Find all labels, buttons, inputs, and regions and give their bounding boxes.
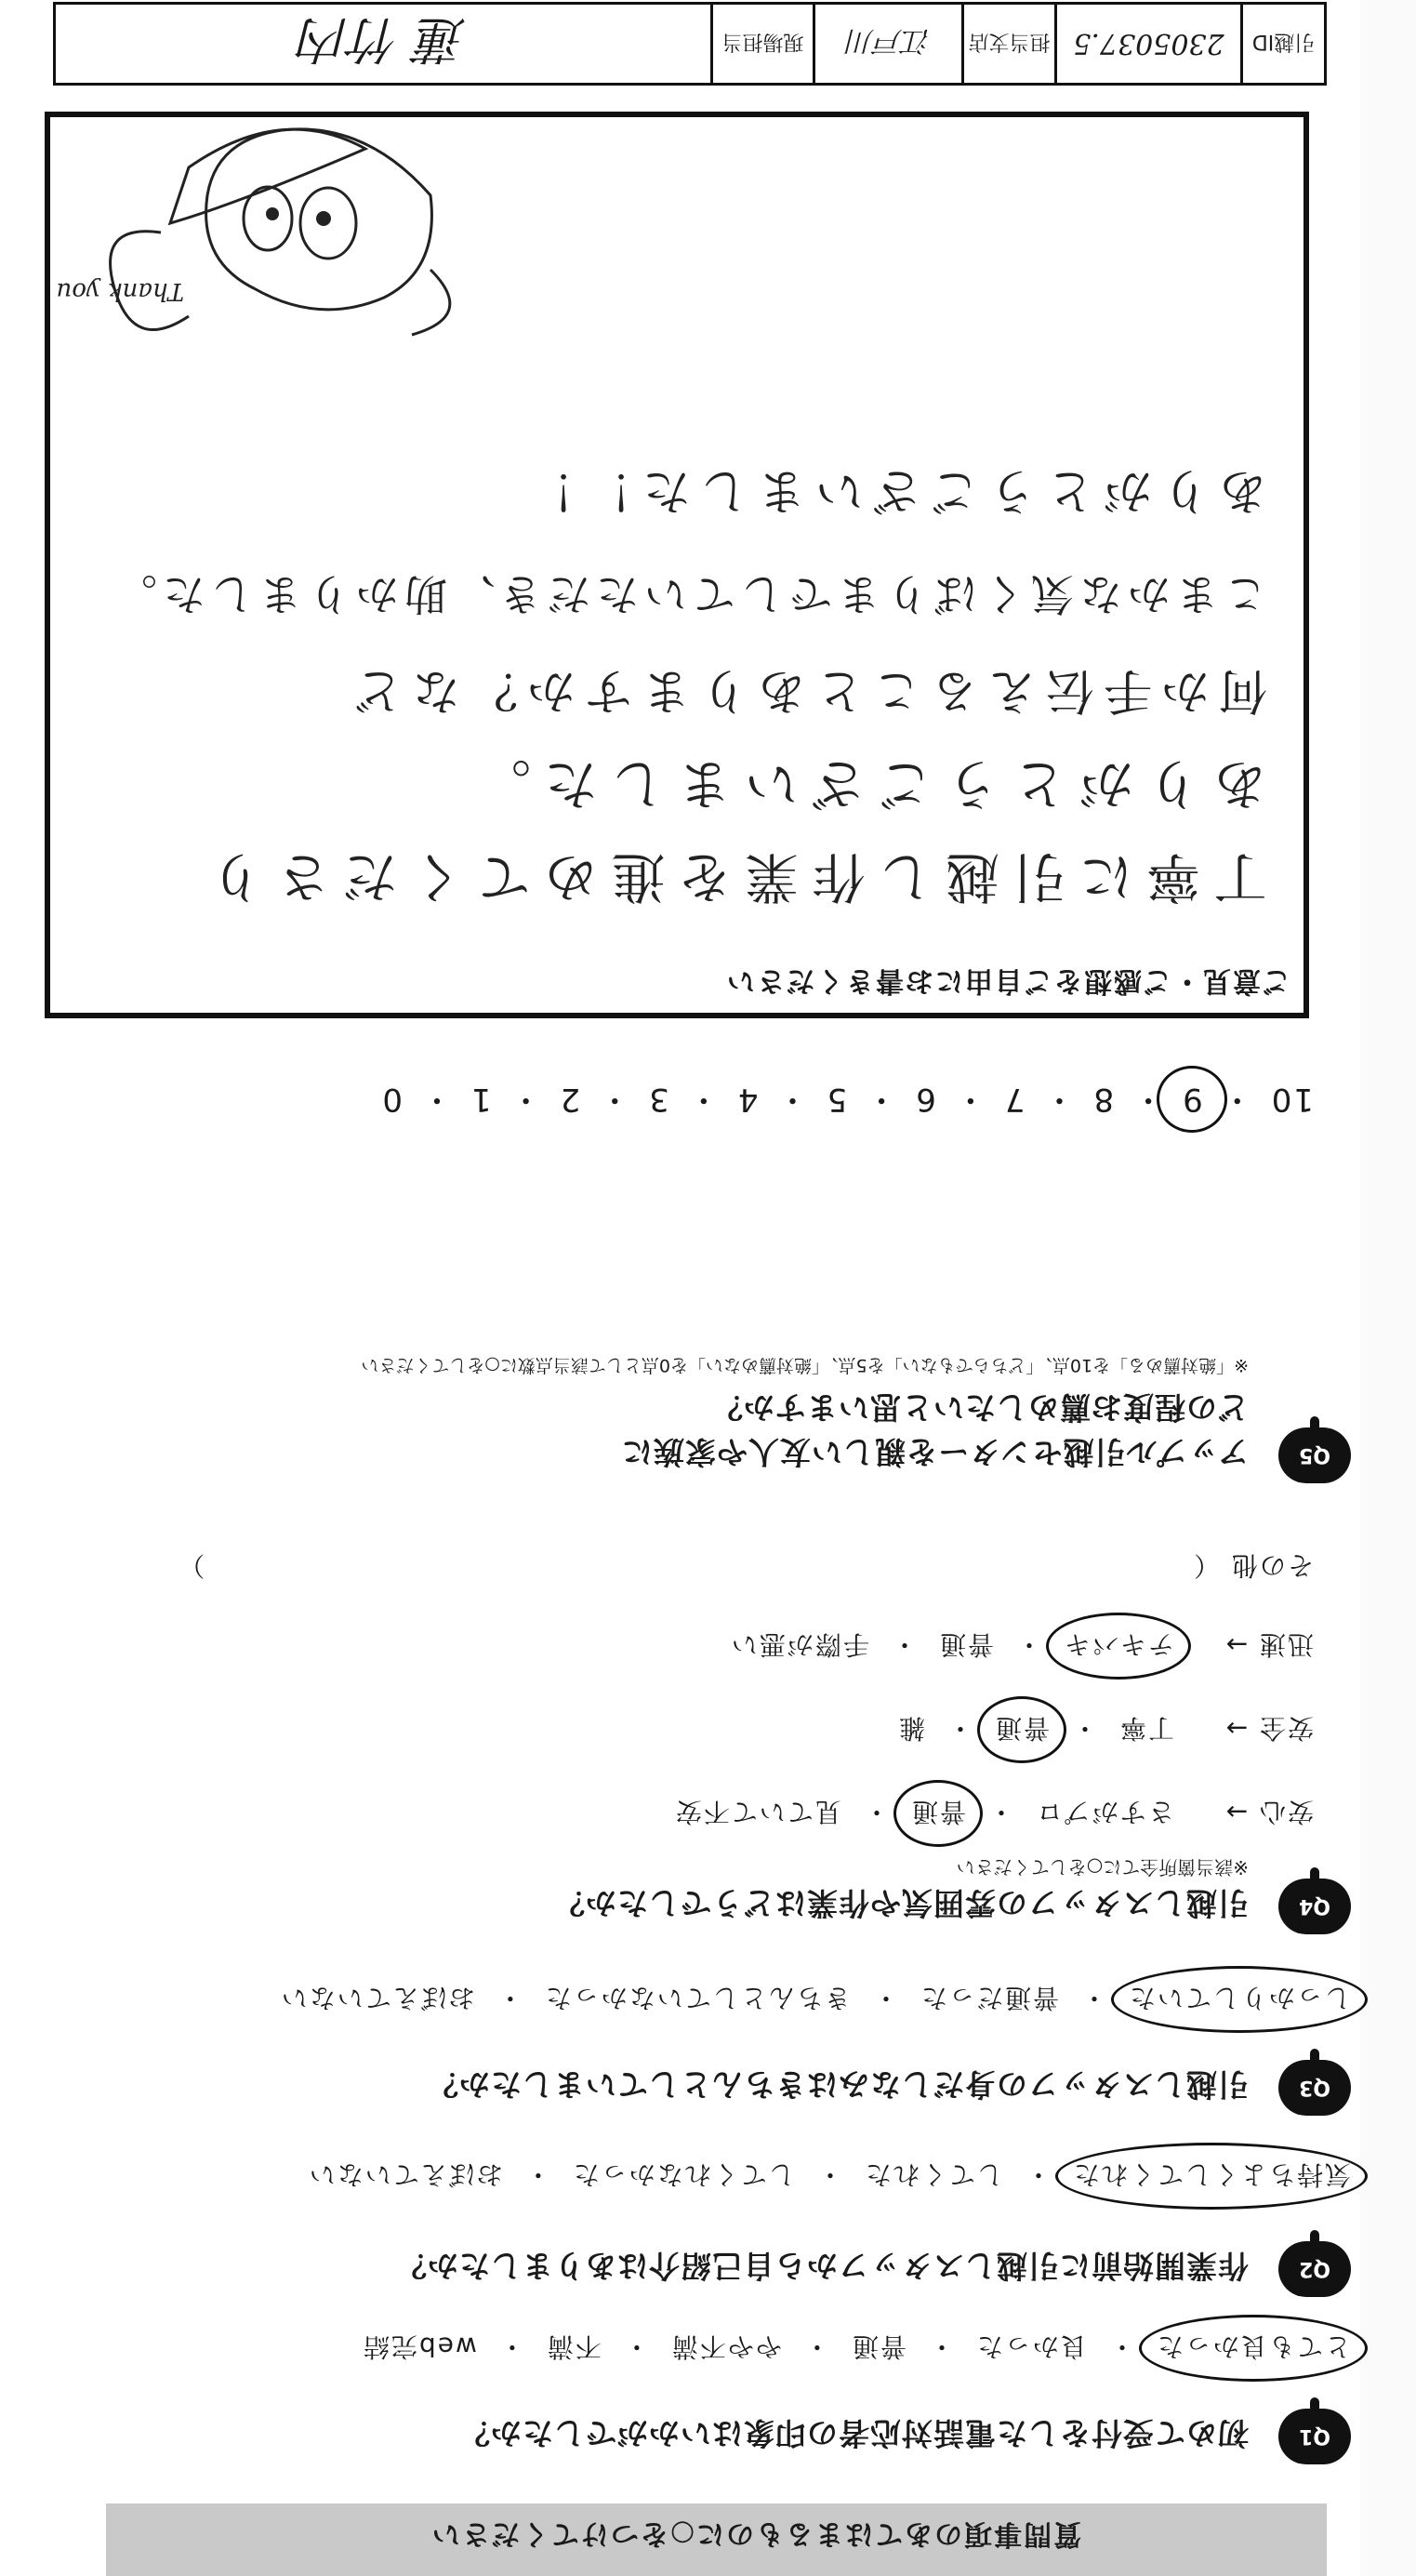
q4-row-label: 迅速 → <box>1224 1629 1314 1660</box>
q3-option-2[interactable]: 普通だった <box>919 1983 1059 2013</box>
scale-10[interactable]: 10 <box>1269 1081 1314 1118</box>
q3-option-3[interactable]: きちんとしていなかった <box>543 1983 851 2013</box>
selection-circle <box>1139 2315 1368 2382</box>
q1-text: 初めて受付をした電話対応者の印象はいかがでしたか？ <box>458 2415 1249 2451</box>
nose-outline <box>412 270 450 335</box>
scale-7[interactable]: 7 <box>1002 1081 1026 1118</box>
selection-circle <box>1055 2143 1368 2210</box>
q4-note: ※該当箇所全てに○をしてください <box>956 1856 1249 1879</box>
q5-text-line2: どの程度お薦めしたいと思いますか？ <box>711 1389 1249 1426</box>
q4-jinsoku-option-3[interactable]: 手際が悪い <box>729 1629 869 1660</box>
scale-3[interactable]: 3 <box>647 1081 669 1118</box>
q4-anzen-option-2[interactable]: 普通 <box>994 1711 1050 1748</box>
selection-circle <box>1111 1966 1368 2033</box>
q5-badge: Q5 <box>1278 1427 1351 1483</box>
feedback-line-4: こまかな気くばりまでしていただき、助かりました。 <box>108 569 1267 619</box>
scale-6[interactable]: 6 <box>914 1081 936 1118</box>
q1-option-4[interactable]: やや不満 <box>669 2331 782 2362</box>
q4-row-jinsoku: 迅速 → テキパキ・普通・手際が悪い <box>730 1627 1314 1665</box>
scale-9[interactable]: 9 <box>1181 1081 1203 1118</box>
scale-2[interactable]: 2 <box>558 1081 581 1118</box>
q1-badge: Q1 <box>1278 2409 1351 2464</box>
q4-row-label: 安心 → <box>1224 1797 1314 1827</box>
selection-circle <box>1157 1066 1227 1133</box>
q2-option-1[interactable]: 気持ちよくしてくれた <box>1072 2158 1351 2195</box>
q5-text-line1: アップル引越センターを親しい友人や家族に <box>620 1434 1249 1470</box>
q5-note: ※「絶対薦める」を10点、「どちらでもない」を5点、「絶対薦めない」を0点として該当点数に○をしてください <box>361 1355 1249 1375</box>
scale-8[interactable]: 8 <box>1092 1081 1115 1118</box>
q5-scale: 10・ 9・8・7・6・5・4・3・2・1・0 <box>380 1080 1314 1125</box>
q4-other-open: （ <box>1192 1550 1221 1581</box>
q4-anshin-option-1[interactable]: さすがプロ <box>1034 1797 1174 1827</box>
q2-option-3[interactable]: してくれなかった <box>571 2159 795 2190</box>
q1-option-6[interactable]: web完結 <box>361 2331 477 2362</box>
left-pupil <box>316 211 331 226</box>
q3-text: 引越しスタッフの身だしなみはきちんとしていましたか？ <box>427 2066 1249 2103</box>
q4-jinsoku-option-1[interactable]: テキパキ <box>1063 1627 1174 1665</box>
speech-text <box>57 277 184 305</box>
scale-0[interactable]: 0 <box>380 1081 403 1118</box>
q3-option-1[interactable]: しっかりしていた <box>1128 1981 1351 2018</box>
character-drawing <box>56 112 468 502</box>
q2-text: 作業開始前に引越しスタッフから自己紹介はありましたか？ <box>395 2248 1249 2284</box>
leader-label: 現場担当 <box>710 5 813 83</box>
feedback-line-2: ありがとうございました。 <box>463 752 1267 816</box>
q1-option-3[interactable]: 普通 <box>850 2331 907 2362</box>
q2-options: 気持ちよくしてくれた・してくれた・してくれなかった・おぼえていない <box>308 2158 1351 2195</box>
scale-1[interactable]: 1 <box>469 1081 492 1118</box>
scan-edge <box>1360 0 1416 2576</box>
q1-option-1[interactable]: とても良かった <box>1156 2330 1351 2367</box>
selection-circle <box>893 1780 983 1847</box>
feedback-line-1: 丁寧に引越し作業を進めてくださり <box>195 845 1267 909</box>
staff-header-table <box>53 2 1327 86</box>
q4-row-anzen: 安全 →丁寧・ 普通・雑 <box>897 1711 1314 1748</box>
right-pupil <box>266 207 279 220</box>
q2-option-4[interactable]: おぼえていない <box>307 2159 503 2190</box>
q3-options: しっかりしていた・普通だった・きちんとしていなかった・おぼえていない <box>280 1981 1351 2018</box>
q1-option-2[interactable]: 良かった <box>974 2331 1087 2362</box>
q4-row-anshin: 安心 →さすがプロ・ 普通・見ていて不安 <box>674 1795 1314 1832</box>
scale-5[interactable]: 5 <box>825 1081 848 1118</box>
q4-badge: Q4 <box>1278 1879 1351 1934</box>
q2-option-2[interactable]: してくれた <box>863 2159 1003 2190</box>
branch-label: 担当支店 <box>961 5 1054 83</box>
selection-circle <box>1046 1613 1191 1680</box>
feedback-label: ご意見・ご感想をご自由にお書きください <box>725 964 1290 997</box>
id-value: 2305037.5 <box>1054 5 1240 83</box>
q4-other-label: その他 <box>1229 1550 1314 1581</box>
q4-jinsoku-option-2[interactable]: 普通 <box>937 1629 994 1660</box>
q1-options: とても良かった・良かった・普通・やや不満・不満・web完結 <box>362 2330 1351 2367</box>
q3-badge: Q3 <box>1278 2060 1351 2116</box>
q4-row-label: 安全 → <box>1224 1713 1314 1744</box>
q4-other <box>177 1548 1314 1586</box>
q1-option-5[interactable]: 不満 <box>545 2331 602 2362</box>
q4-text: 引越しスタッフの雰囲気や作業はどうでしたか？ <box>553 1885 1249 1921</box>
cap <box>170 129 365 223</box>
q2-badge: Q2 <box>1278 2241 1351 2297</box>
selection-circle <box>977 1696 1066 1763</box>
instruction-text: 質問事項のあてはまるものに○をつけてください <box>430 2517 1082 2550</box>
feedback-line-3: 何か手伝えることありますか？など <box>344 662 1267 718</box>
q4-anshin-option-3[interactable]: 見ていて不安 <box>673 1797 841 1827</box>
q4-other-close: ） <box>177 1550 205 1581</box>
q4-anzen-option-1[interactable]: 丁寧 <box>1118 1713 1174 1744</box>
scale-4[interactable]: 4 <box>735 1081 759 1118</box>
q4-anshin-option-2[interactable]: 普通 <box>910 1795 966 1832</box>
q4-anzen-option-3[interactable]: 雑 <box>896 1713 925 1744</box>
branch-value: 江戸川 <box>813 5 961 83</box>
id-label: 引越ID <box>1240 5 1324 83</box>
svg-text:Thank you: Thank you <box>56 277 184 305</box>
feedback-line-5: ありがとうございました！！ <box>517 462 1267 518</box>
q3-option-4[interactable]: おぼえていない <box>279 1983 475 2013</box>
leader-value: 蓮 竹内 <box>299 10 467 70</box>
